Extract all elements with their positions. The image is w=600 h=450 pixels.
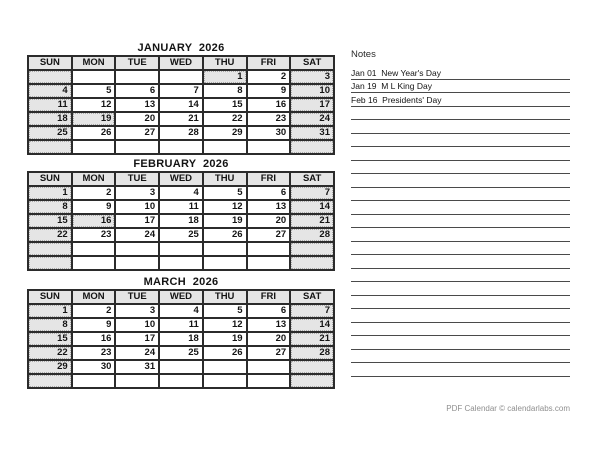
date-cell: 5 xyxy=(203,304,247,318)
date-cell: 12 xyxy=(72,98,116,112)
date-cell: 7 xyxy=(290,304,334,318)
date-cell: 1 xyxy=(203,70,247,84)
notes-lines xyxy=(351,66,570,377)
date-cell xyxy=(159,374,203,388)
date-cell xyxy=(247,140,291,154)
date-cell: 3 xyxy=(290,70,334,84)
date-cell xyxy=(28,374,72,388)
date-cell: 19 xyxy=(72,112,116,126)
date-cell xyxy=(290,140,334,154)
date-cell: 8 xyxy=(203,84,247,98)
date-cell: 18 xyxy=(159,214,203,228)
note-line xyxy=(351,161,570,175)
date-cell xyxy=(203,140,247,154)
footer-credit: PDF Calendar © calendarlabs.com xyxy=(446,404,570,413)
note-line xyxy=(351,147,570,161)
holiday-entry: Feb 16 Presidents' Day xyxy=(351,93,570,107)
day-header-cell: TUE xyxy=(115,172,159,186)
day-header-cell: THU xyxy=(203,56,247,70)
date-cell xyxy=(247,242,291,256)
date-cell: 30 xyxy=(247,126,291,140)
date-cell: 26 xyxy=(203,228,247,242)
calendar-march xyxy=(27,276,335,389)
day-header-cell: SAT xyxy=(290,172,334,186)
day-header-cell: TUE xyxy=(115,56,159,70)
date-cell: 20 xyxy=(115,112,159,126)
date-cell: 7 xyxy=(290,186,334,200)
date-cell: 18 xyxy=(159,332,203,346)
date-cell: 8 xyxy=(28,200,72,214)
date-cell: 6 xyxy=(247,304,291,318)
note-line xyxy=(351,309,570,323)
date-cell: 27 xyxy=(115,126,159,140)
day-header-cell: SAT xyxy=(290,56,334,70)
day-header-cell: FRI xyxy=(247,56,291,70)
date-cell: 17 xyxy=(290,98,334,112)
date-cell xyxy=(290,242,334,256)
calendar-title-march: MARCH 2026 xyxy=(143,276,219,288)
date-cell: 30 xyxy=(72,360,116,374)
day-header-cell: FRI xyxy=(247,290,291,304)
note-line xyxy=(351,188,570,202)
date-cell: 23 xyxy=(247,112,291,126)
date-cell: 16 xyxy=(247,98,291,112)
date-cell: 3 xyxy=(115,186,159,200)
date-cell: 21 xyxy=(290,214,334,228)
day-header-cell: FRI xyxy=(247,172,291,186)
date-cell xyxy=(159,70,203,84)
date-cell: 13 xyxy=(247,318,291,332)
date-cell: 23 xyxy=(72,228,116,242)
day-header-cell: WED xyxy=(159,290,203,304)
date-cell: 25 xyxy=(28,126,72,140)
date-cell xyxy=(203,242,247,256)
date-cell: 12 xyxy=(203,318,247,332)
date-cell: 15 xyxy=(203,98,247,112)
date-cell: 22 xyxy=(28,346,72,360)
date-cell: 11 xyxy=(159,200,203,214)
date-cell xyxy=(203,360,247,374)
date-cell: 25 xyxy=(159,346,203,360)
note-line xyxy=(351,228,570,242)
date-cell: 17 xyxy=(115,214,159,228)
date-cell xyxy=(72,140,116,154)
date-cell: 20 xyxy=(247,214,291,228)
note-line xyxy=(351,215,570,229)
date-cell: 24 xyxy=(290,112,334,126)
date-cell: 6 xyxy=(247,186,291,200)
date-cell: 9 xyxy=(72,200,116,214)
date-cell: 2 xyxy=(72,186,116,200)
date-cell: 14 xyxy=(290,318,334,332)
date-cell: 5 xyxy=(203,186,247,200)
date-cell: 28 xyxy=(159,126,203,140)
calendar-grid-february xyxy=(27,171,335,271)
date-cell: 6 xyxy=(115,84,159,98)
date-cell: 1 xyxy=(28,304,72,318)
note-line xyxy=(351,134,570,148)
date-cell xyxy=(159,256,203,270)
note-line xyxy=(351,269,570,283)
date-cell xyxy=(159,242,203,256)
date-cell xyxy=(72,256,116,270)
day-header-cell: THU xyxy=(203,172,247,186)
day-header-cell: TUE xyxy=(115,290,159,304)
date-cell: 24 xyxy=(115,228,159,242)
note-line xyxy=(351,174,570,188)
date-cell: 10 xyxy=(115,318,159,332)
date-cell: 7 xyxy=(159,84,203,98)
date-cell: 4 xyxy=(159,304,203,318)
date-cell xyxy=(72,242,116,256)
date-cell: 8 xyxy=(28,318,72,332)
day-header-cell: SAT xyxy=(290,290,334,304)
note-line xyxy=(351,201,570,215)
date-cell xyxy=(159,360,203,374)
date-cell: 16 xyxy=(72,214,116,228)
date-cell: 19 xyxy=(203,332,247,346)
note-line xyxy=(351,255,570,269)
date-cell: 2 xyxy=(247,70,291,84)
date-cell: 24 xyxy=(115,346,159,360)
day-header-cell: MON xyxy=(72,172,116,186)
calendar-january xyxy=(27,42,335,155)
date-cell: 26 xyxy=(203,346,247,360)
day-header-cell: SUN xyxy=(28,172,72,186)
date-cell xyxy=(203,374,247,388)
date-cell: 5 xyxy=(72,84,116,98)
date-cell xyxy=(115,242,159,256)
date-cell: 4 xyxy=(28,84,72,98)
date-cell: 15 xyxy=(28,214,72,228)
date-cell: 10 xyxy=(290,84,334,98)
note-line xyxy=(351,120,570,134)
day-header-cell: THU xyxy=(203,290,247,304)
note-line xyxy=(351,296,570,310)
calendar-february xyxy=(27,158,335,271)
date-cell xyxy=(290,374,334,388)
calendar-grid-january xyxy=(27,55,335,155)
date-cell xyxy=(115,374,159,388)
date-cell: 28 xyxy=(290,346,334,360)
holiday-entry: Jan 19 M L King Day xyxy=(351,80,570,94)
date-cell xyxy=(115,140,159,154)
date-cell: 16 xyxy=(72,332,116,346)
date-cell: 11 xyxy=(159,318,203,332)
date-cell xyxy=(28,70,72,84)
note-line xyxy=(351,242,570,256)
date-cell xyxy=(247,360,291,374)
day-header-cell: WED xyxy=(159,172,203,186)
note-line xyxy=(351,350,570,364)
calendar-grid-march xyxy=(27,289,335,389)
date-cell: 18 xyxy=(28,112,72,126)
date-cell xyxy=(72,70,116,84)
date-cell: 26 xyxy=(72,126,116,140)
notes-title: Notes xyxy=(351,49,376,60)
date-cell: 10 xyxy=(115,200,159,214)
date-cell: 17 xyxy=(115,332,159,346)
date-cell: 13 xyxy=(115,98,159,112)
holiday-entry: Jan 01 New Year's Day xyxy=(351,66,570,80)
date-cell: 19 xyxy=(203,214,247,228)
date-cell: 15 xyxy=(28,332,72,346)
date-cell: 9 xyxy=(247,84,291,98)
date-cell: 21 xyxy=(290,332,334,346)
date-cell: 31 xyxy=(290,126,334,140)
date-cell: 29 xyxy=(203,126,247,140)
date-cell xyxy=(203,256,247,270)
notes-section xyxy=(351,49,570,377)
note-line xyxy=(351,282,570,296)
date-cell xyxy=(115,70,159,84)
date-cell: 28 xyxy=(290,228,334,242)
date-cell xyxy=(247,256,291,270)
date-cell: 27 xyxy=(247,228,291,242)
date-cell xyxy=(247,374,291,388)
date-cell: 13 xyxy=(247,200,291,214)
date-cell: 9 xyxy=(72,318,116,332)
date-cell: 3 xyxy=(115,304,159,318)
calendar-title-january: JANUARY 2026 xyxy=(137,42,225,54)
date-cell: 14 xyxy=(290,200,334,214)
date-cell: 27 xyxy=(247,346,291,360)
date-cell: 22 xyxy=(203,112,247,126)
date-cell xyxy=(290,256,334,270)
date-cell: 21 xyxy=(159,112,203,126)
date-cell: 25 xyxy=(159,228,203,242)
date-cell xyxy=(115,256,159,270)
date-cell: 2 xyxy=(72,304,116,318)
date-cell: 23 xyxy=(72,346,116,360)
date-cell: 31 xyxy=(115,360,159,374)
date-cell xyxy=(28,242,72,256)
date-cell: 20 xyxy=(247,332,291,346)
day-header-cell: SUN xyxy=(28,290,72,304)
date-cell: 11 xyxy=(28,98,72,112)
date-cell: 14 xyxy=(159,98,203,112)
date-cell xyxy=(72,374,116,388)
date-cell xyxy=(28,140,72,154)
date-cell: 4 xyxy=(159,186,203,200)
note-line xyxy=(351,363,570,377)
note-line xyxy=(351,336,570,350)
date-cell xyxy=(28,256,72,270)
day-header-cell: MON xyxy=(72,290,116,304)
day-header-cell: MON xyxy=(72,56,116,70)
date-cell: 22 xyxy=(28,228,72,242)
note-line xyxy=(351,107,570,121)
note-line xyxy=(351,323,570,337)
date-cell: 1 xyxy=(28,186,72,200)
date-cell: 12 xyxy=(203,200,247,214)
date-cell xyxy=(159,140,203,154)
day-header-cell: WED xyxy=(159,56,203,70)
calendar-title-february: FEBRUARY 2026 xyxy=(133,158,229,170)
day-header-cell: SUN xyxy=(28,56,72,70)
date-cell xyxy=(290,360,334,374)
date-cell: 29 xyxy=(28,360,72,374)
